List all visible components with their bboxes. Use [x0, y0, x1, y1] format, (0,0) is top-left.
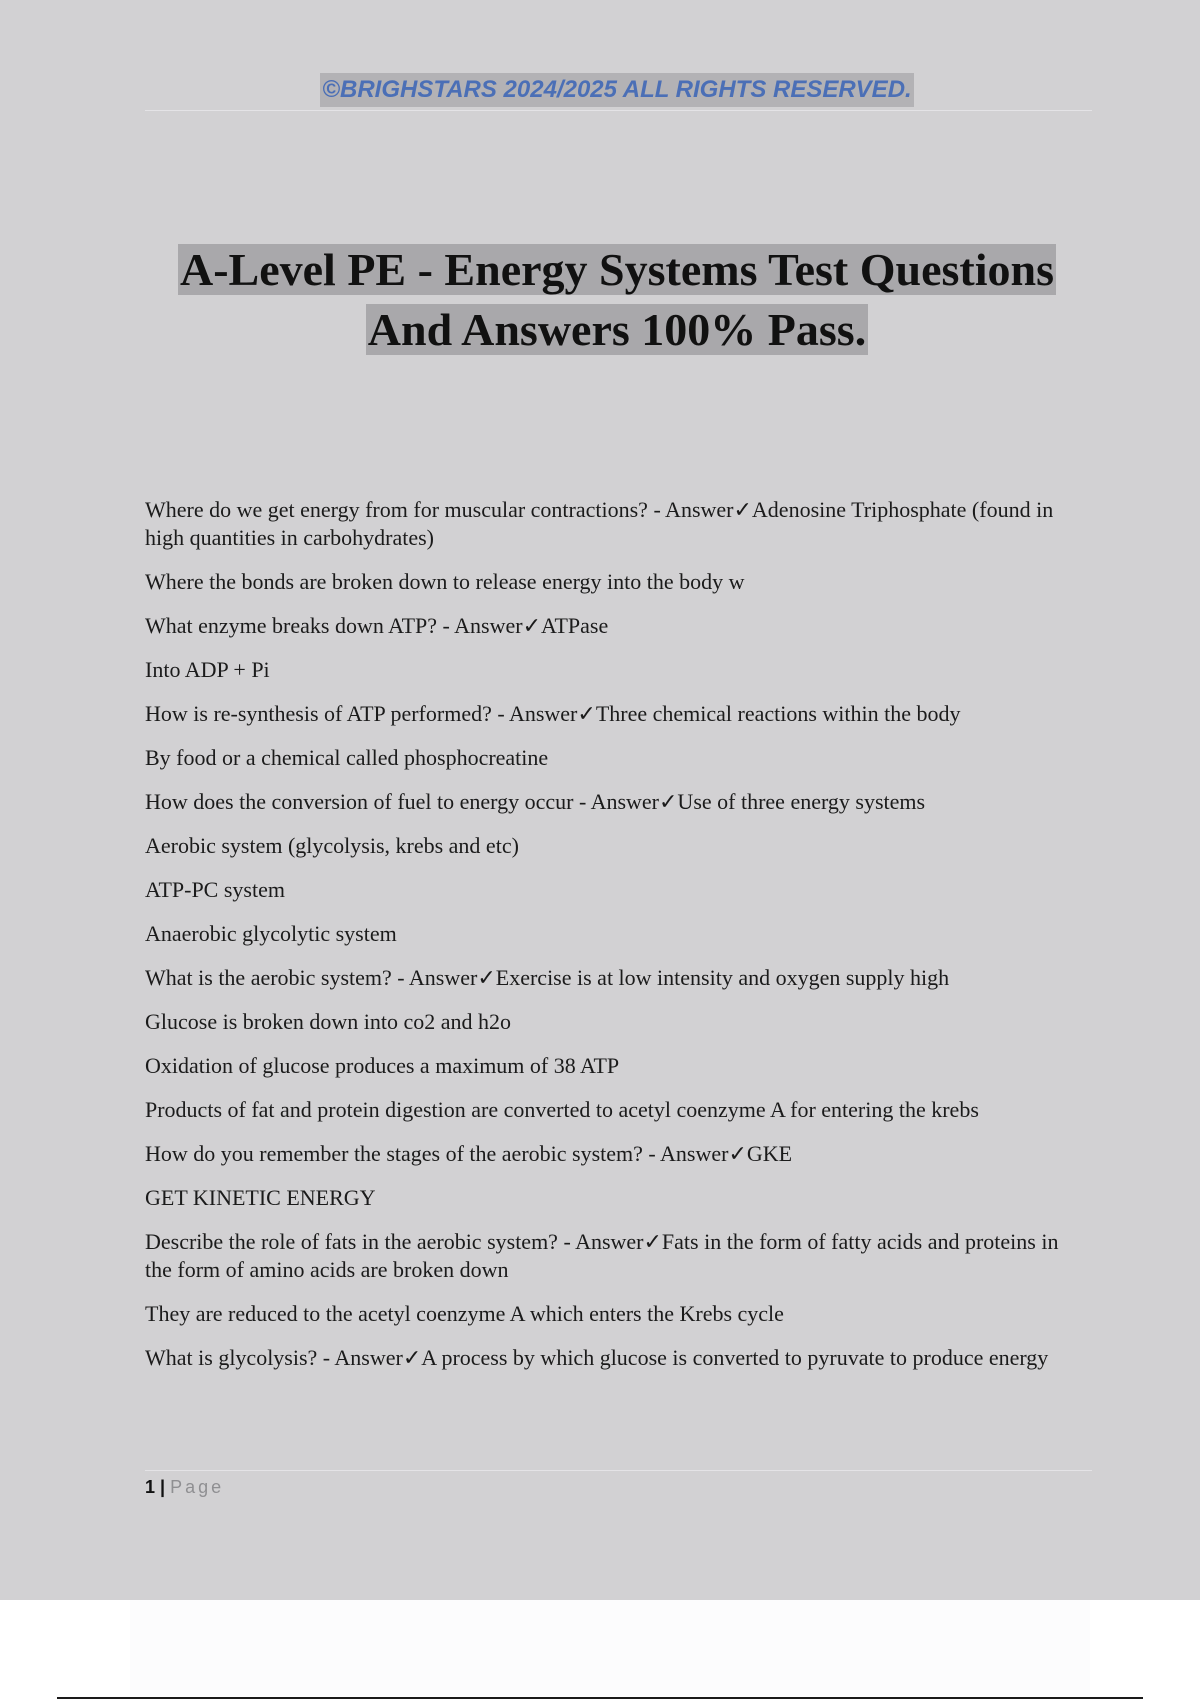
page-header: [0, 73, 1200, 107]
qa-paragraph: How do you remember the stages of the aerobic system? - Answer✓GKE: [145, 1141, 793, 1166]
qa-paragraph: Describe the role of fats in the aerobic system? - Answer✓Fats in the form of fatty acids and proteins in the form of amino acids are broken down: [145, 1229, 1059, 1282]
qa-paragraph: Aerobic system (glycolysis, krebs and etc): [145, 833, 519, 858]
qa-paragraph: Oxidation of glucose produces a maximum of 38 ATP: [145, 1053, 620, 1078]
qa-paragraph: Glucose is broken down into co2 and h2o: [145, 1009, 511, 1034]
footer-divider: [145, 1470, 1092, 1471]
qa-paragraph: ATP-PC system: [145, 877, 285, 902]
bottom-divider: [57, 1697, 1143, 1699]
qa-paragraph: Products of fat and protein digestion are converted to acetyl coenzyme A for entering the krebs: [145, 1097, 979, 1122]
qa-paragraph: How is re-synthesis of ATP performed? - Answer✓Three chemical reactions within the body: [145, 701, 961, 726]
qa-paragraph: What is the aerobic system? - Answer✓Exercise is at low intensity and oxygen supply high: [145, 965, 950, 990]
next-page-preview: [130, 1600, 1090, 1696]
qa-paragraph: By food or a chemical called phosphocreatine: [145, 745, 549, 770]
qa-content: [145, 496, 1085, 1388]
page-number: [145, 1475, 224, 1499]
qa-paragraph: What enzyme breaks down ATP? - Answer✓ATPase: [145, 613, 609, 638]
header-divider: [145, 110, 1092, 111]
qa-paragraph: How does the conversion of fuel to energy occur - Answer✓Use of three energy systems: [145, 789, 926, 814]
title-line-2: And Answers 100% Pass.: [367, 304, 867, 355]
page-number-value: 1: [145, 1477, 156, 1497]
copyright-notice: ©BRIGHSTARS 2024/2025 ALL RIGHTS RESERVED.: [320, 73, 913, 107]
qa-paragraph: Anaerobic glycolytic system: [145, 921, 397, 946]
page-label: Page: [170, 1477, 225, 1497]
page-number-separator: |: [160, 1477, 166, 1497]
qa-paragraph: Where do we get energy from for muscular contractions? - Answer✓Adenosine Triphosphate (found in high quantities in carbohydrates): [145, 497, 1054, 550]
title-line-1: A-Level PE - Energy Systems Test Questions: [180, 244, 1054, 295]
qa-paragraph: What is glycolysis? - Answer✓A process by which glucose is converted to pyruvate to produce energy: [145, 1345, 1049, 1370]
document-title: [100, 240, 1134, 360]
qa-paragraph: GET KINETIC ENERGY: [145, 1185, 376, 1210]
qa-paragraph: Where the bonds are broken down to release energy into the body w: [145, 569, 745, 594]
qa-paragraph: Into ADP + Pi: [145, 657, 270, 682]
qa-paragraph: They are reduced to the acetyl coenzyme A which enters the Krebs cycle: [145, 1301, 784, 1326]
